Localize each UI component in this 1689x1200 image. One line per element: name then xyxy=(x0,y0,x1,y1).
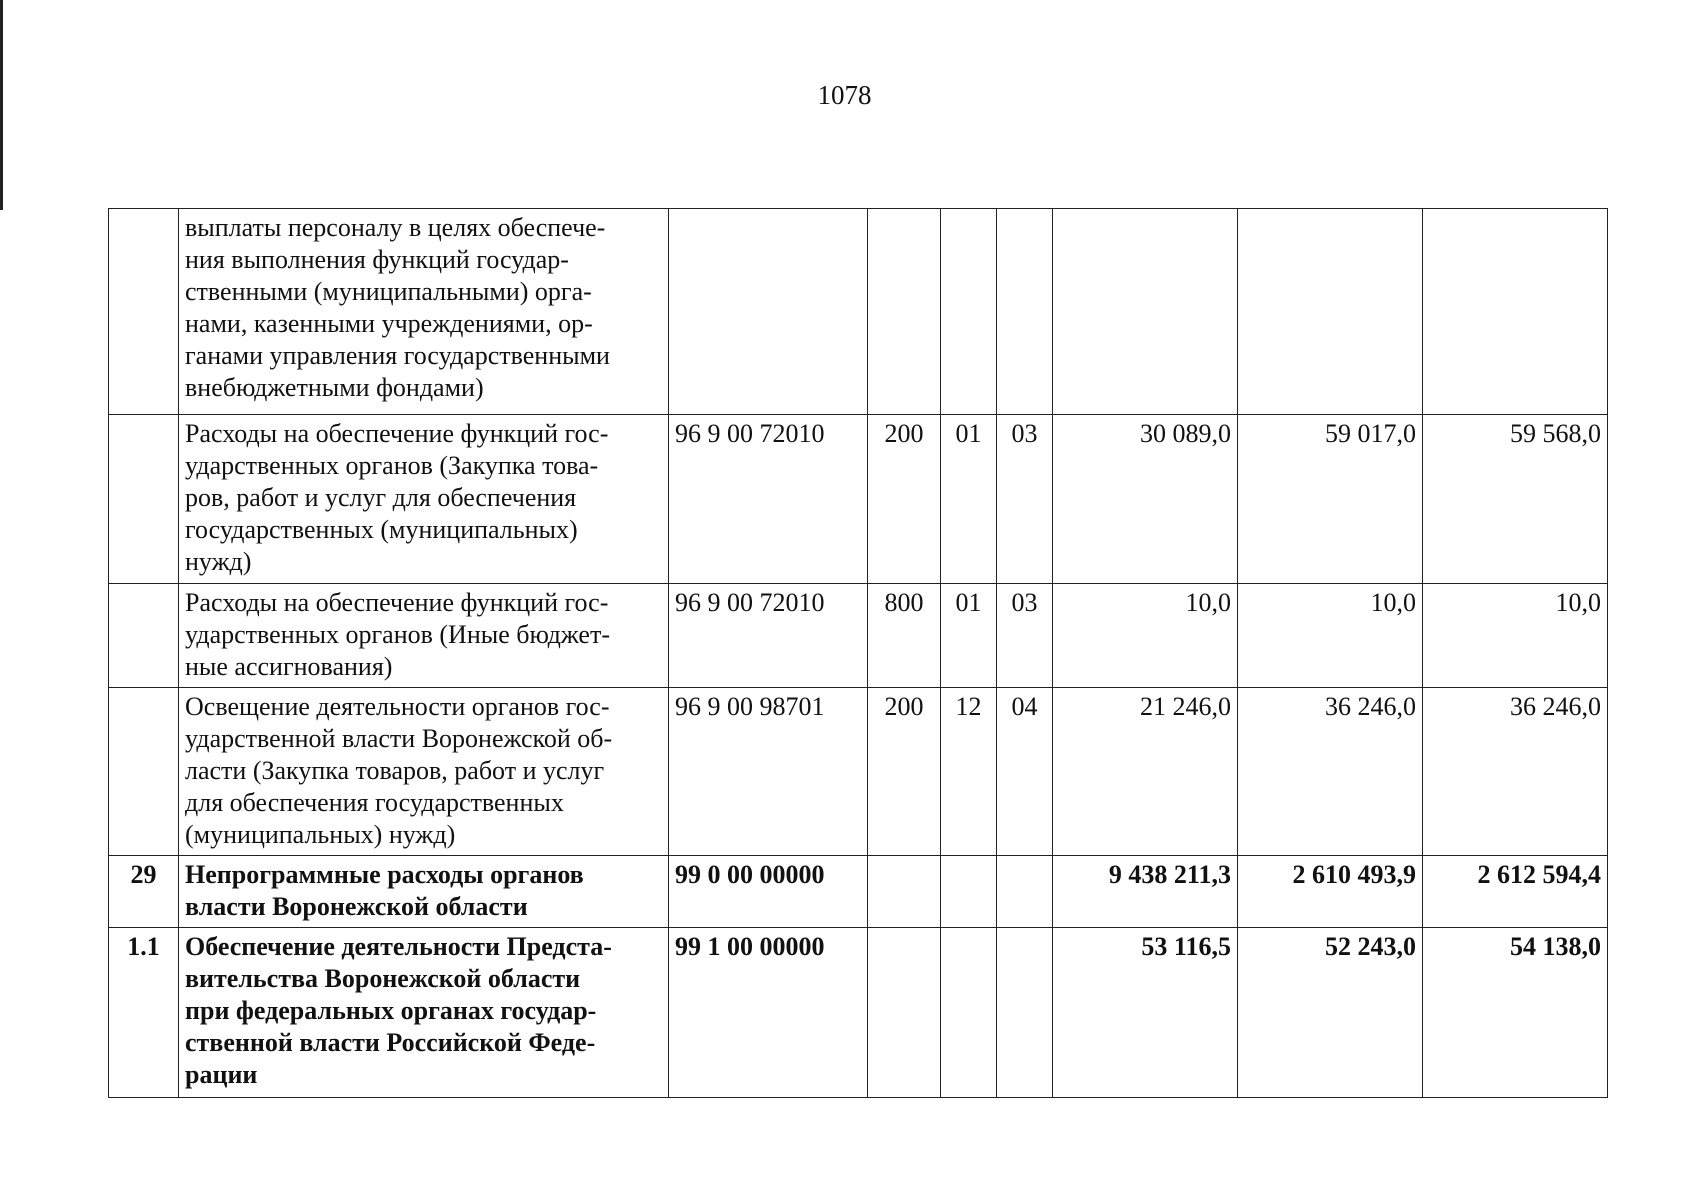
amount-year-2: 52 243,0 xyxy=(1238,928,1423,1098)
amount-year-3 xyxy=(1423,209,1608,415)
expense-name: Непрограммные расходы органов власти Воронежской области xyxy=(179,856,669,928)
table-row xyxy=(109,415,1608,584)
expense-name: Освещение деятельности органов гос- ударственной власти Воронежской об- ласти (Закупка товаров, работ и услуг для обеспечения государственных (муниципальных) нужд) xyxy=(179,688,669,856)
row-number: 29 xyxy=(109,856,179,928)
subsection-code xyxy=(997,856,1053,928)
expense-type-code: 800 xyxy=(868,584,941,688)
section-code xyxy=(941,209,997,415)
target-article-code xyxy=(669,209,868,415)
subsection-code xyxy=(997,209,1053,415)
table-row xyxy=(109,584,1608,688)
section-code xyxy=(941,928,997,1098)
subsection-code xyxy=(997,928,1053,1098)
amount-year-2: 2 610 493,9 xyxy=(1238,856,1423,928)
expense-type-code: 200 xyxy=(868,415,941,584)
section-code: 01 xyxy=(941,584,997,688)
page-number: 1078 xyxy=(817,80,872,110)
expense-type-code xyxy=(868,209,941,415)
expense-name: выплаты персоналу в целях обеспече- ния выполнения функций государ- ственными (муниципальными) орга- нами, казенными учреждениями, ор- ганами управления государственными внебюджетными фондами) xyxy=(179,209,669,415)
section-code: 01 xyxy=(941,415,997,584)
row-number xyxy=(109,584,179,688)
amount-year-2: 10,0 xyxy=(1238,584,1423,688)
expense-type-code: 200 xyxy=(868,688,941,856)
amount-year-2: 36 246,0 xyxy=(1238,688,1423,856)
subsection-code: 03 xyxy=(997,584,1053,688)
budget-table xyxy=(108,208,1608,1098)
amount-year-2: 59 017,0 xyxy=(1238,415,1423,584)
target-article-code: 99 0 00 00000 xyxy=(669,856,868,928)
row-number xyxy=(109,415,179,584)
amount-year-3: 54 138,0 xyxy=(1423,928,1608,1098)
amount-year-3: 36 246,0 xyxy=(1423,688,1608,856)
target-article-code: 96 9 00 72010 xyxy=(669,415,868,584)
subsection-code: 03 xyxy=(997,415,1053,584)
table-row xyxy=(109,209,1608,415)
expense-name: Расходы на обеспечение функций гос- ударственных органов (Иные бюджет- ные ассигнования) xyxy=(179,584,669,688)
section-code xyxy=(941,856,997,928)
row-number xyxy=(109,209,179,415)
expense-name: Расходы на обеспечение функций гос- ударственных органов (Закупка това- ров, работ и услуг для обеспечения государственных (муниципальных) нужд) xyxy=(179,415,669,584)
amount-year-3: 10,0 xyxy=(1423,584,1608,688)
table-row-section-total xyxy=(109,856,1608,928)
expense-name: Обеспечение деятельности Предста- вительства Воронежской области при федеральных органах государ- ственной власти Российской Феде- рации xyxy=(179,928,669,1098)
row-number xyxy=(109,688,179,856)
amount-year-1: 30 089,0 xyxy=(1053,415,1238,584)
amount-year-3: 2 612 594,4 xyxy=(1423,856,1608,928)
row-number: 1.1 xyxy=(109,928,179,1098)
budget-table-body xyxy=(109,209,1608,1098)
amount-year-1: 10,0 xyxy=(1053,584,1238,688)
amount-year-2 xyxy=(1238,209,1423,415)
table-row xyxy=(109,688,1608,856)
target-article-code: 99 1 00 00000 xyxy=(669,928,868,1098)
expense-type-code xyxy=(868,928,941,1098)
section-code: 12 xyxy=(941,688,997,856)
target-article-code: 96 9 00 98701 xyxy=(669,688,868,856)
subsection-code: 04 xyxy=(997,688,1053,856)
expense-type-code xyxy=(868,856,941,928)
amount-year-1: 9 438 211,3 xyxy=(1053,856,1238,928)
table-row-subsection-total xyxy=(109,928,1608,1098)
amount-year-3: 59 568,0 xyxy=(1423,415,1608,584)
amount-year-1: 21 246,0 xyxy=(1053,688,1238,856)
target-article-code: 96 9 00 72010 xyxy=(669,584,868,688)
amount-year-1 xyxy=(1053,209,1238,415)
amount-year-1: 53 116,5 xyxy=(1053,928,1238,1098)
